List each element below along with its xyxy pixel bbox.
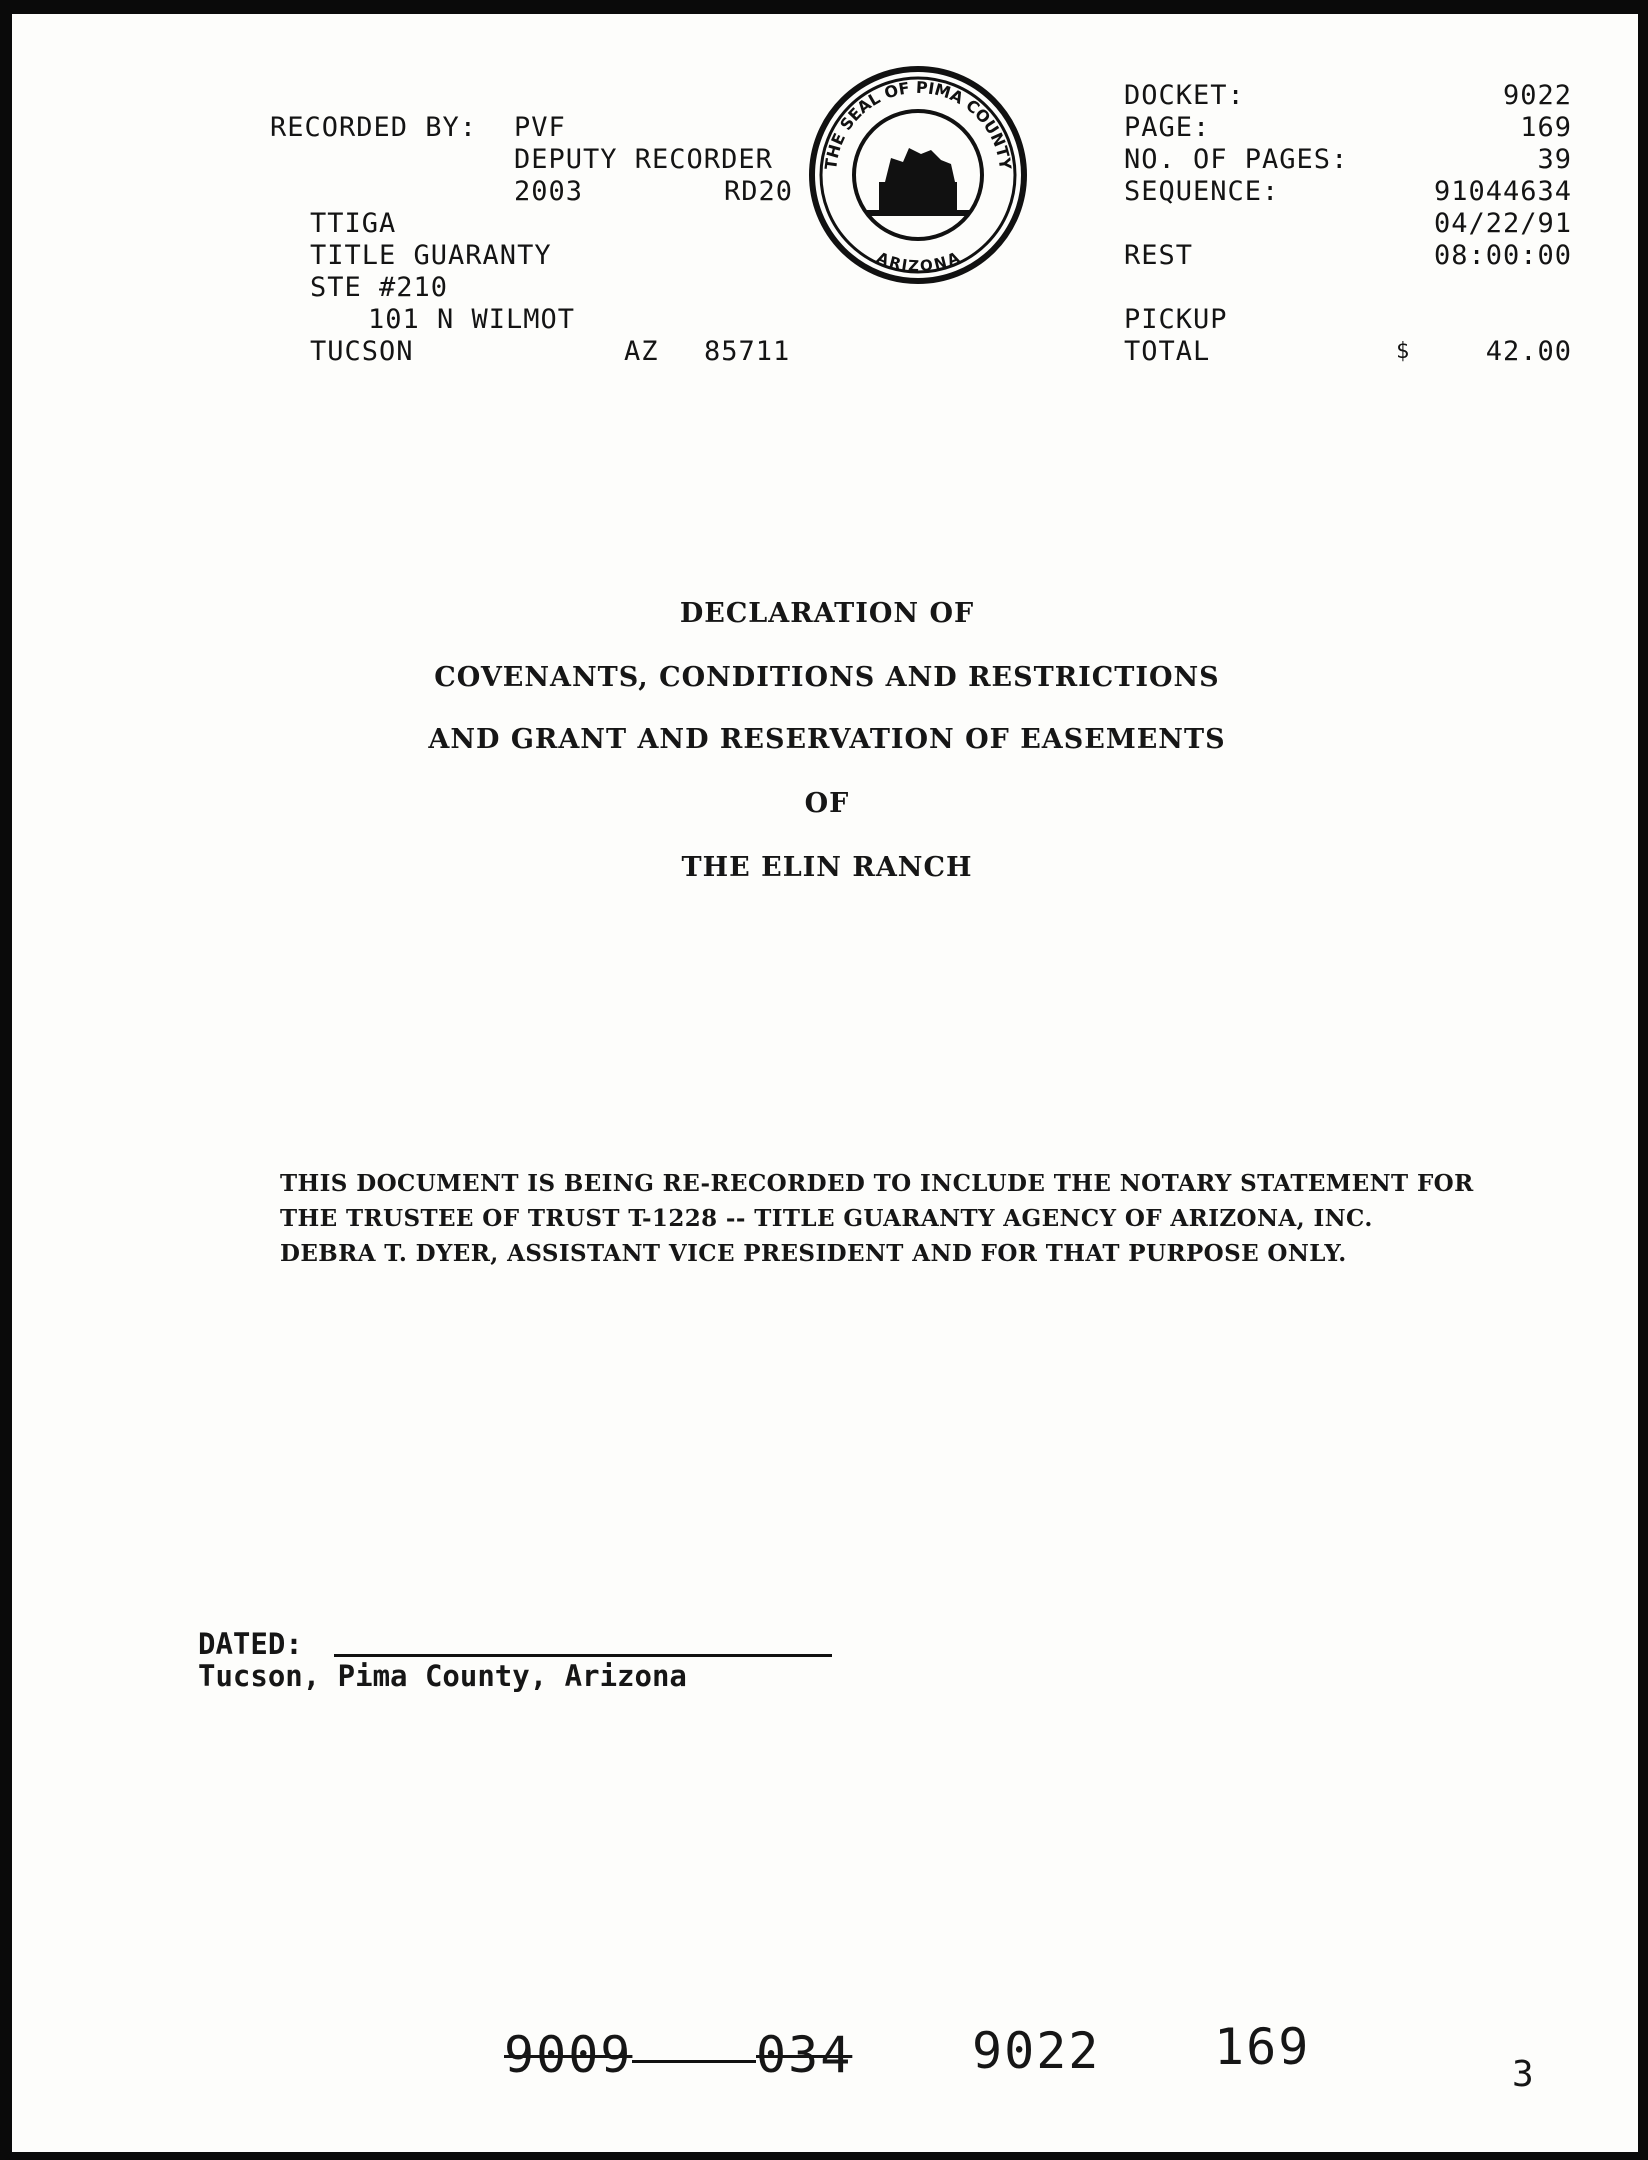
sequence-value: 91044634: [1433, 176, 1572, 207]
pickup-label: PICKUP: [1124, 304, 1228, 335]
address-zip: 85711: [704, 336, 791, 367]
docket-label: DOCKET:: [1124, 80, 1245, 111]
rest-label: REST: [1124, 240, 1194, 271]
sequence-label: SEQUENCE:: [1124, 176, 1280, 207]
recorder-code-rd20: RD20: [724, 176, 794, 207]
notice-line-2: THE TRUSTEE OF TRUST T-1228 -- TITLE GUARANTY AGENCY OF ARIZONA, INC.: [280, 1205, 1373, 1232]
title-line-4: OF: [804, 788, 850, 819]
dated-signature-line: [334, 1654, 832, 1657]
footer-docket: 9022: [972, 2022, 1101, 2080]
notice-line-1: THIS DOCUMENT IS BEING RE-RECORDED TO INCLUDE THE NOTARY STATEMENT FOR: [280, 1170, 1474, 1197]
address-line-2: TITLE GUARANTY: [310, 240, 552, 271]
title-line-5: THE ELIN RANCH: [681, 852, 973, 883]
document-page: [12, 14, 1638, 2152]
footer-old-page: 034: [756, 2026, 853, 2084]
address-line-1: TTIGA: [310, 208, 397, 239]
address-line-3: STE #210: [310, 272, 449, 303]
address-state: AZ: [624, 336, 659, 367]
footer-old-docket: 9009: [504, 2026, 633, 2084]
svg-text:ARIZONA: [874, 248, 962, 275]
page-value: 169: [1520, 112, 1572, 143]
footer-corner-number: 3: [1512, 2054, 1536, 2095]
title-line-1: DECLARATION OF: [679, 598, 975, 629]
total-label: TOTAL: [1124, 336, 1211, 367]
address-line-4: 101 N WILMOT: [368, 304, 576, 335]
seal-ring-top: THE SEAL OF PIMA COUNTY: [821, 77, 1015, 171]
seal-ring-bottom: ARIZONA: [874, 248, 962, 276]
footer-strike-connector: [632, 2060, 756, 2063]
total-value: 42.00: [1485, 336, 1572, 367]
pages-value: 39: [1537, 144, 1572, 175]
pages-label: NO. OF PAGES:: [1124, 144, 1349, 175]
docket-value: 9022: [1502, 80, 1572, 111]
dated-label: DATED:: [198, 1627, 303, 1661]
title-line-3: AND GRANT AND RESERVATION OF EASEMENTS: [428, 724, 1226, 755]
page-label: PAGE:: [1124, 112, 1211, 143]
footer-page: 169: [1214, 2018, 1311, 2076]
recorder-code-2003: 2003: [514, 176, 584, 207]
recorded-by-label: RECORDED BY:: [270, 112, 478, 143]
currency-symbol: $: [1396, 339, 1411, 364]
notice-line-3: DEBRA T. DYER, ASSISTANT VICE PRESIDENT AND FOR THAT PURPOSE ONLY.: [280, 1240, 1347, 1267]
record-time: 08:00:00: [1433, 240, 1572, 271]
dated-place: Tucson, Pima County, Arizona: [198, 1659, 687, 1693]
deputy-recorder: DEPUTY RECORDER: [514, 144, 773, 175]
county-seal-icon: [807, 64, 1029, 286]
title-line-2: COVENANTS, CONDITIONS AND RESTRICTIONS: [434, 662, 1220, 693]
record-date: 04/22/91: [1433, 208, 1572, 239]
recorded-by-value: PVF: [514, 112, 566, 143]
address-city: TUCSON: [310, 336, 414, 367]
